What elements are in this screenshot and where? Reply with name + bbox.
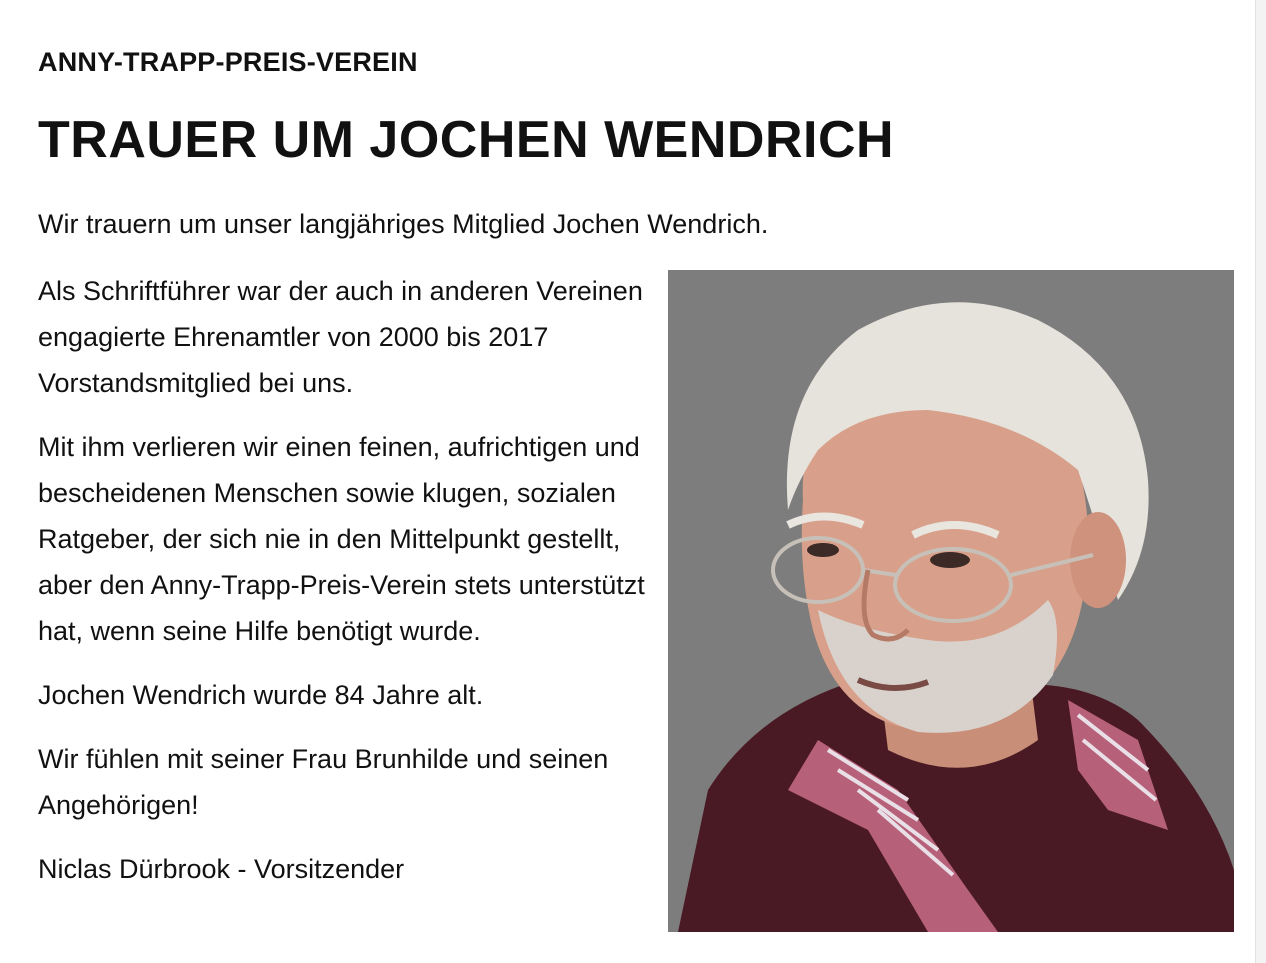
paragraph-role: Als Schriftführer war der auch in anderen Vereinen engagierte Ehrenamtler von 2000 bis 2017 Vorstandsmitglied bei uns. — [38, 276, 643, 398]
paragraph-tribute: Mit ihm verlieren wir einen feinen, aufrichtigen und bescheidenen Menschen sowie klugen, sozialen Ratgeber, der sich nie in den Mittelpunkt gestellt, aber den Anny-Trapp-Preis-Verein stets unterstützt hat, wenn seine Hilfe benötigt wurde. — [38, 432, 645, 646]
paragraph-age: Jochen Wendrich wurde 84 Jahre alt. — [38, 680, 484, 710]
page-title: TRAUER UM JOCHEN WENDRICH — [38, 111, 895, 169]
paragraph-condolence: Wir fühlen mit seiner Frau Brunhilde und seinen Angehörigen! — [38, 744, 609, 820]
article-body — [38, 268, 648, 910]
portrait-photo — [668, 270, 1234, 932]
scrollbar-track[interactable] — [1255, 0, 1266, 963]
portrait-illustration — [668, 270, 1234, 932]
intro-text: Wir trauern um unser langjähriges Mitglied Jochen Wendrich. — [38, 209, 769, 239]
organization-kicker: ANNY-TRAPP-PREIS-VEREIN — [38, 47, 418, 77]
signature: Niclas Dürbrook - Vorsitzender — [38, 854, 405, 884]
